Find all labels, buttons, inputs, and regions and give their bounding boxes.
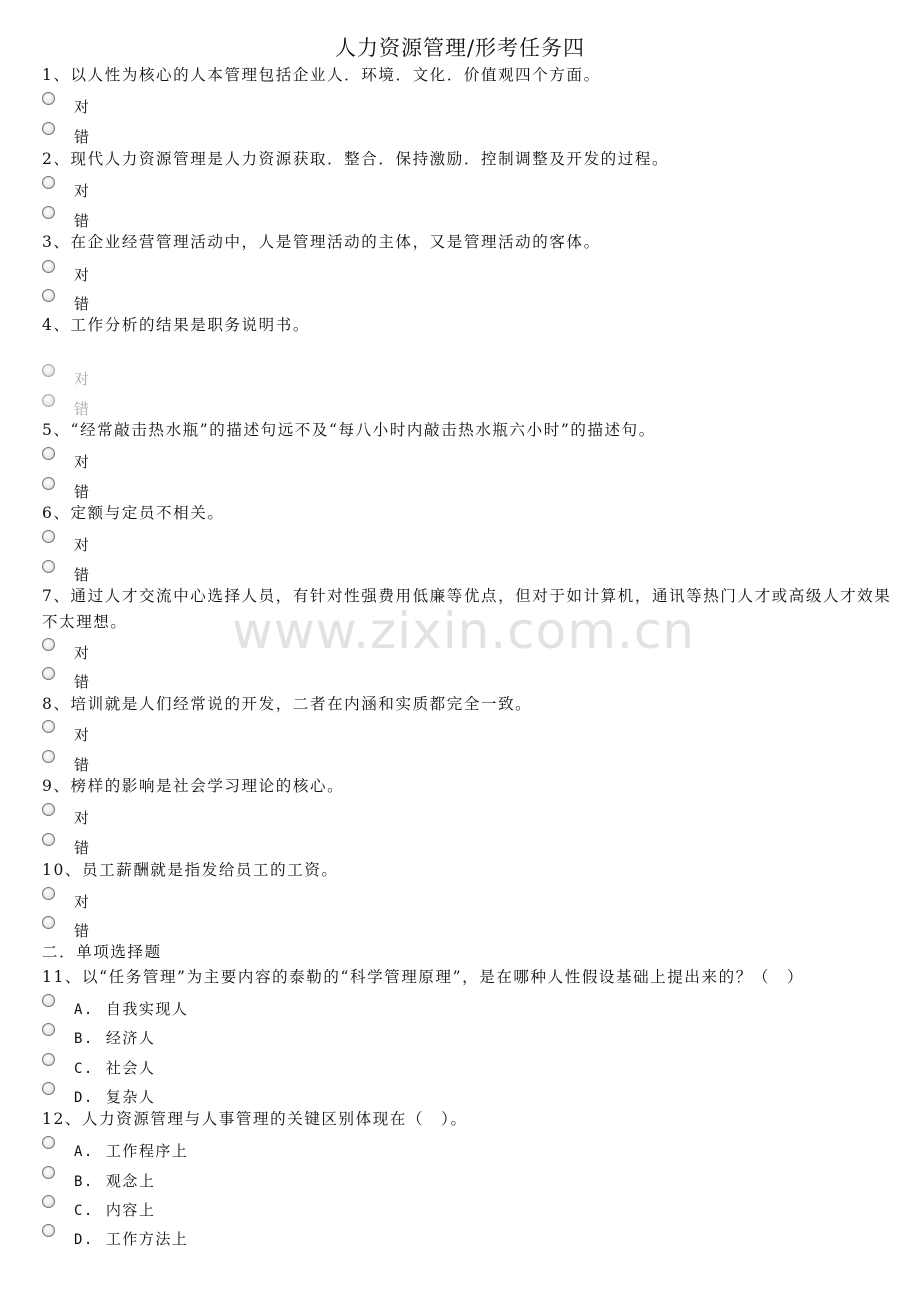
radio-button[interactable] <box>42 916 55 929</box>
section-heading: 二．单项选择题 <box>42 943 162 961</box>
radio-button[interactable] <box>42 447 55 460</box>
watermark: www.zixin.com.cn <box>232 602 696 660</box>
radio-button[interactable] <box>42 206 55 219</box>
radio-button[interactable] <box>42 1166 55 1179</box>
question-text: 4、工作分析的结果是职务说明书。 <box>42 316 310 334</box>
question-text: 7、通过人才交流中心选择人员，有针对性强费用低廉等优点，但对于如计算机，通讯等热门人才或高级人才效果不太理想。 <box>42 587 892 631</box>
question-text: 1、以人性为核心的人本管理包括企业人．环境．文化．价值观四个方面。 <box>42 66 601 84</box>
radio-button[interactable] <box>42 667 55 680</box>
page-title: 人力资源管理/形考任务四 <box>334 36 586 60</box>
radio-button[interactable] <box>42 887 55 900</box>
radio-button[interactable] <box>42 833 55 846</box>
radio-button[interactable] <box>42 477 55 490</box>
radio-button[interactable] <box>42 1023 55 1036</box>
radio-button[interactable] <box>42 260 55 273</box>
radio-button[interactable] <box>42 176 55 189</box>
question-text: 8、培训就是人们经常说的开发，二者在内涵和实质都完全一致。 <box>42 695 533 713</box>
radio-button[interactable] <box>42 1136 55 1149</box>
question-text: 11、以“任务管理”为主要内容的泰勒的“科学管理原理”，是在哪种人性假设基础上提出来的？（ ） <box>42 968 805 986</box>
question-text: 3、在企业经营管理活动中，人是管理活动的主体，又是管理活动的客体。 <box>42 233 601 251</box>
radio-button[interactable] <box>42 1082 55 1095</box>
question-text: 9、榜样的影响是社会学习理论的核心。 <box>42 777 345 795</box>
question-text: 12、人力资源管理与人事管理的关键区别体现在（ ）。 <box>42 1110 468 1128</box>
radio-button[interactable] <box>42 1053 55 1066</box>
radio-button[interactable] <box>42 1195 55 1208</box>
question-text: 6、定额与定员不相关。 <box>42 504 225 522</box>
radio-button[interactable] <box>42 122 55 135</box>
radio-button[interactable] <box>42 394 55 407</box>
radio-button[interactable] <box>42 92 55 105</box>
document-page: 人力资源管理/形考任务四 www.zixin.com.cn 1、以人性为核心的人本管理包括企业人．环境．文化．价值观四个方面。 对 错 2、现代人力资源管理是人力资源获取．整合．保持激励．控制调整及开发的过程。 对 错 3、在企业经营管理活动中，人是管理活动的主体，又是管理活动的客体。 对 错 4、工作分析的结果是职务说明书。 对 错 5、“经常敲击热水瓶”的描述句远不及“每八小时内敲击热水瓶六小时”的描述句。 对 错 6、定额与定员不相关。 对 错 7、通过人才交流中心选择人员，有针对性强费用低廉等优点，但对于如计算机，通讯等热门人才或高级人才效果不太理想。 对 错 8、培训就是人们经常说的开发，二者在内涵和实质都完全一致。 对 错 9、榜样的影响是社会学习理论的核心。 对 错 10、员工薪酬就是指发给员工的工资。 对 错 二．单项选择题 11、以“任务管理”为主要内容的泰勒的“科学管理原理”，是在哪种人性假设基础上提出来的？（ ） A. 自我实现人 B. 经济人 C. 社会人 D. 复杂人 12、人力资源管理与人事管理的关键区别体现在（ ）。 A. 工作程序上 B. 观念上 C. 内容上 D. 工作方法上 <box>0 0 920 1302</box>
question-text: 2、现代人力资源管理是人力资源获取．整合．保持激励．控制调整及开发的过程。 <box>42 150 670 168</box>
question-text: 5、“经常敲击热水瓶”的描述句远不及“每八小时内敲击热水瓶六小时”的描述句。 <box>42 421 656 439</box>
radio-button[interactable] <box>42 289 55 302</box>
radio-button[interactable] <box>42 638 55 651</box>
question-text: 10、员工薪酬就是指发给员工的工资。 <box>42 861 339 879</box>
radio-button[interactable] <box>42 994 55 1007</box>
radio-button[interactable] <box>42 530 55 543</box>
radio-button[interactable] <box>42 560 55 573</box>
radio-button[interactable] <box>42 364 55 377</box>
radio-button[interactable] <box>42 803 55 816</box>
radio-button[interactable] <box>42 720 55 733</box>
radio-button[interactable] <box>42 750 55 763</box>
radio-button[interactable] <box>42 1224 55 1237</box>
